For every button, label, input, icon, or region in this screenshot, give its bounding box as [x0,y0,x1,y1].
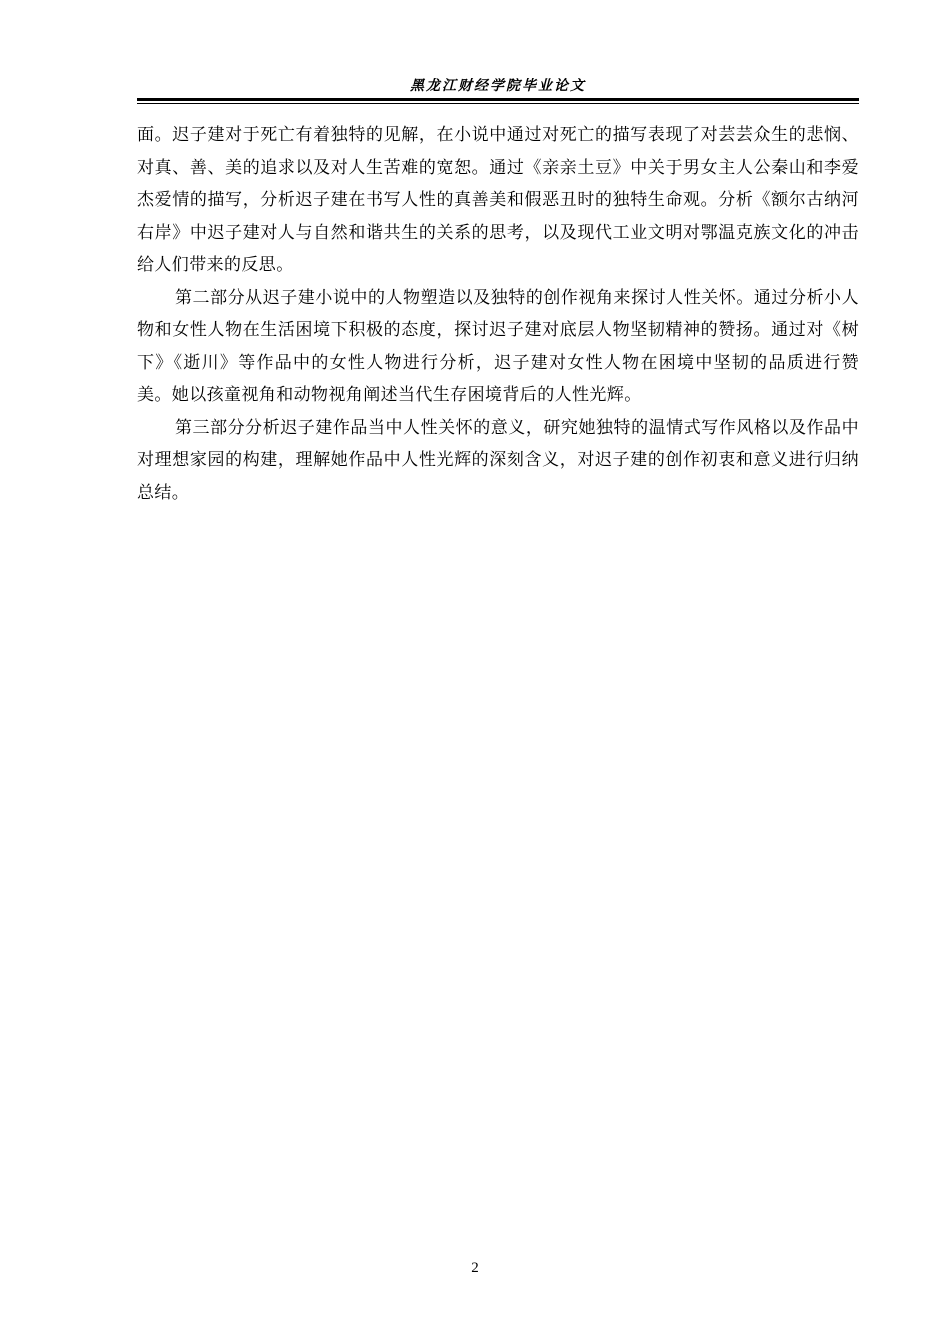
page-number: 2 [471,1260,479,1276]
header-rule-thick [137,98,859,101]
header-rule-thin [137,103,859,104]
paragraph-part-three: 第三部分分析迟子建作品当中人性关怀的意义，研究她独特的温情式写作风格以及作品中对理想家园的构建，理解她作品中人性光辉的深刻含义，对迟子建的创作初衷和意义进行归纳总结。 [137,417,859,503]
paragraph-part-two: 第二部分从迟子建小说中的人物塑造以及独特的创作视角来探讨人性关怀。通过分析小人物和女性人物在生活困境下积极的态度，探讨迟子建对底层人物坚韧精神的赞扬。通过对《树下》《逝川》等作品中的女性人物进行分析，迟子建对女性人物在困境中坚韧的品质进行赞美。她以孩童视角和动物视角阐述当代生存困境背后的人性光辉。 [137,287,859,405]
body-text [137,119,859,509]
paragraph-continued: 面。迟子建对于死亡有着独特的见解，在小说中通过对死亡的描写表现了对芸芸众生的悲悯、对真、善、美的追求以及对人生苦难的宽恕。通过《亲亲土豆》中关于男女主人公秦山和李爱杰爱情的描写，分析迟子建在书写人性的真善美和假恶丑时的独特生命观。分析《额尔古纳河右岸》中迟子建对人与自然和谐共生的关系的思考，以及现代工业文明对鄂温克族文化的冲击给人们带来的反思。 [137,125,859,275]
running-header: 黑龙江财经学院毕业论文 [410,78,586,94]
